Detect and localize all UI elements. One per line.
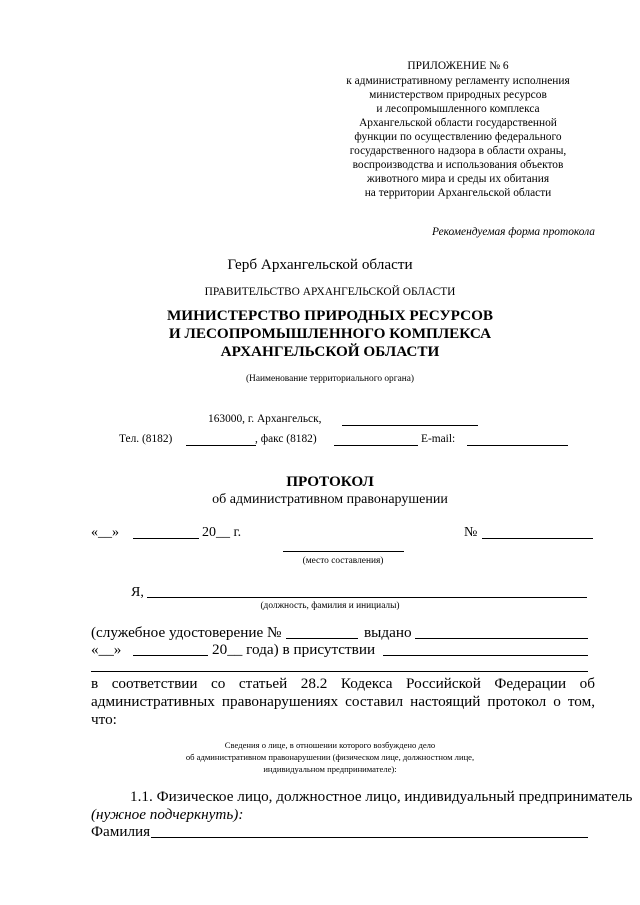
officer-field[interactable] [147,597,587,598]
surname-field[interactable] [151,837,588,838]
phone-field[interactable] [186,445,256,446]
protocol-subtitle: об административном правонарушении [212,492,448,507]
presence-label: 20__ года) в присутствии [212,641,376,658]
ministry-line-3: АРХАНГЕЛЬСКОЙ ОБЛАСТИ [220,343,440,360]
phone-label: Тел. (8182) [119,433,173,445]
appendix-line: функции по осуществлению федерального [354,131,562,143]
certificate-number-field[interactable] [286,638,358,639]
number-field[interactable] [482,538,593,539]
appendix-line: к административному регламенту исполнения [346,75,570,87]
issued-label: выдано [364,624,412,641]
date-day-open: «__» [91,525,119,540]
issued-by-field[interactable] [415,638,588,639]
address-field[interactable] [342,425,478,426]
section-1-1: 1.1. Физическое лицо, должностное лицо, индивидуальный предприниматель [130,788,633,805]
address-label: 163000, г. Архангельск, [208,413,322,425]
info-caption-2: об административном правонарушении (физическом лице, должностном лице, [185,752,475,762]
info-caption-1: Сведения о лице, в отношении которого возбуждено дело [224,740,436,750]
presence-field-continued[interactable] [91,671,588,672]
certificate-label: (служебное удостоверение № [91,624,282,641]
fax-label: , факс (8182) [255,433,317,445]
body-line-2: административных правонарушениях составил настоящий протокол о том, [91,693,595,710]
appendix-title: ПРИЛОЖЕНИЕ № 6 [407,60,509,72]
ministry-line-1: МИНИСТЕРСТВО ПРИРОДНЫХ РЕСУРСОВ [166,307,494,324]
place-field[interactable] [283,551,404,552]
info-caption-3: индивидуальном предпринимателе): [263,764,397,774]
date-year-label: 20__ г. [202,525,242,540]
territorial-body-caption: (Наименование территориального органа) [245,374,415,384]
presence-field[interactable] [383,655,588,656]
appendix-line: министерством природных ресурсов [369,89,547,101]
officer-caption: (должность, фамилия и инициалы) [260,601,400,611]
emblem-caption: Герб Архангельской области [227,256,413,273]
appendix-lines [318,74,598,200]
surname-label: Фамилия [91,823,151,840]
appendix-line: воспроизводства и использования объектов [352,159,564,171]
appendix-line: Архангельской области государственной [359,117,557,129]
place-caption: (место составления) [302,556,384,566]
protocol-title: ПРОТОКОЛ [286,473,374,490]
appendix-line: государственного надзора в области охраны, [349,145,567,157]
date2-month-field[interactable] [133,655,208,656]
date-month-field[interactable] [133,538,199,539]
underline-note: (нужное подчеркнуть): [91,806,244,823]
date2-open: «__» [91,641,122,658]
appendix-line: животного мира и среды их обитания [366,173,550,185]
i-label: Я, [131,585,144,600]
number-label: № [464,525,478,540]
appendix-line: на территории Архангельской области [364,187,552,199]
body-line-3: что: [91,711,117,728]
fax-field[interactable] [334,445,418,446]
ministry-line-2: И ЛЕСОПРОМЫШЛЕННОГО КОМПЛЕКСА [168,325,492,342]
government-name: ПРАВИТЕЛЬСТВО АРХАНГЕЛЬСКОЙ ОБЛАСТИ [204,286,456,298]
recommended-form-note: Рекомендуемая форма протокола [432,226,595,238]
email-label: E-mail: [421,433,456,445]
body-line-1: в соответствии со статьей 28.2 Кодекса Российской Федерации об [91,675,595,692]
appendix-line: и лесопромышленного комплекса [376,103,540,115]
email-field[interactable] [467,445,568,446]
